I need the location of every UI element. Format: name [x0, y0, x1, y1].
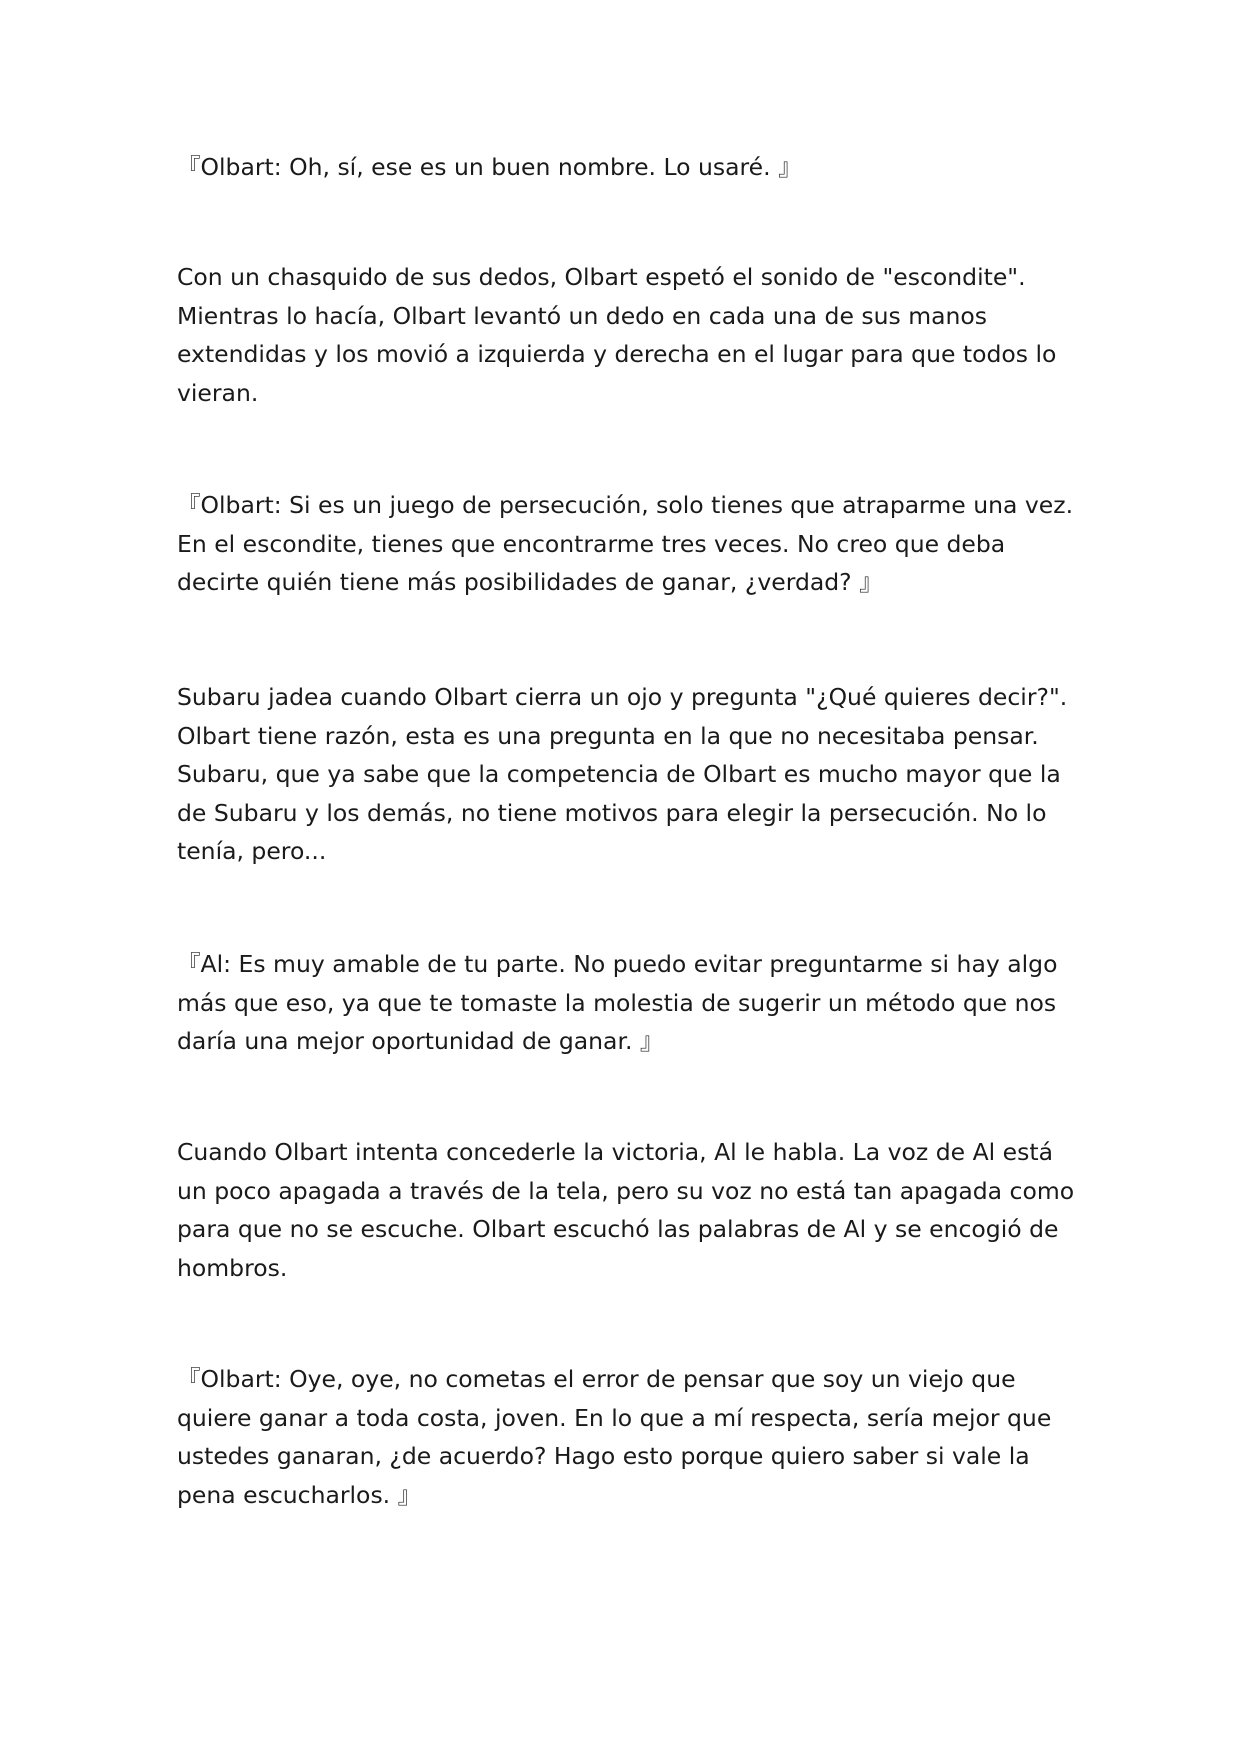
- dialogue-olbart-name: 『Olbart: Oh, sí, ese es un buen nombre. Lo usaré. 』: [177, 153, 802, 181]
- narration-escondite: Con un chasquido de sus dedos, Olbart espetó el sonido de "escondite". Mientras lo hacía, Olbart levantó un dedo en cada una de sus manos extendidas y los movió a izquierda y derecha en el lugar para que todos lo vieran.: [177, 263, 1057, 407]
- narration-al-speaks: Cuando Olbart intenta concederle la victoria, Al le habla. La voz de Al está un poco apagada a través de la tela, pero su voz no está tan apagada como para que no se escuche. Olbart escuchó las palabras de Al y se encogió de hombros.: [177, 1138, 1075, 1282]
- dialogue-al: 『Al: Es muy amable de tu parte. No puedo evitar preguntarme si hay algo más que eso, ya que te tomaste la molestia de sugerir un método que nos daría una mejor oportunidad de ganar. 』: [177, 950, 1058, 1056]
- dialogue-olbart-reply: 『Olbart: Oye, oye, no cometas el error de pensar que soy un viejo que quiere ganar a toda costa, joven. En lo que a mí respecta, sería mejor que ustedes ganaran, ¿de acuerdo? Hago esto porque quiero saber si vale la pena escucharlos. 』: [177, 1365, 1052, 1509]
- dialogue-olbart-rules: 『Olbart: Si es un juego de persecución, solo tienes que atraparme una vez. En el escondite, tienes que encontrarme tres veces. No creo que deba decirte quién tiene más posibilidades de ganar, ¿verdad? 』: [177, 491, 1074, 597]
- narration-subaru: Subaru jadea cuando Olbart cierra un ojo y pregunta "¿Qué quieres decir?". Olbart tiene razón, esta es una pregunta en la que no necesitaba pensar. Subaru, que ya sabe que la competencia de Olbart es mucho mayor que la de Subaru y los demás, no tiene motivos para elegir la persecución. No lo tenía, pero...: [177, 683, 1068, 866]
